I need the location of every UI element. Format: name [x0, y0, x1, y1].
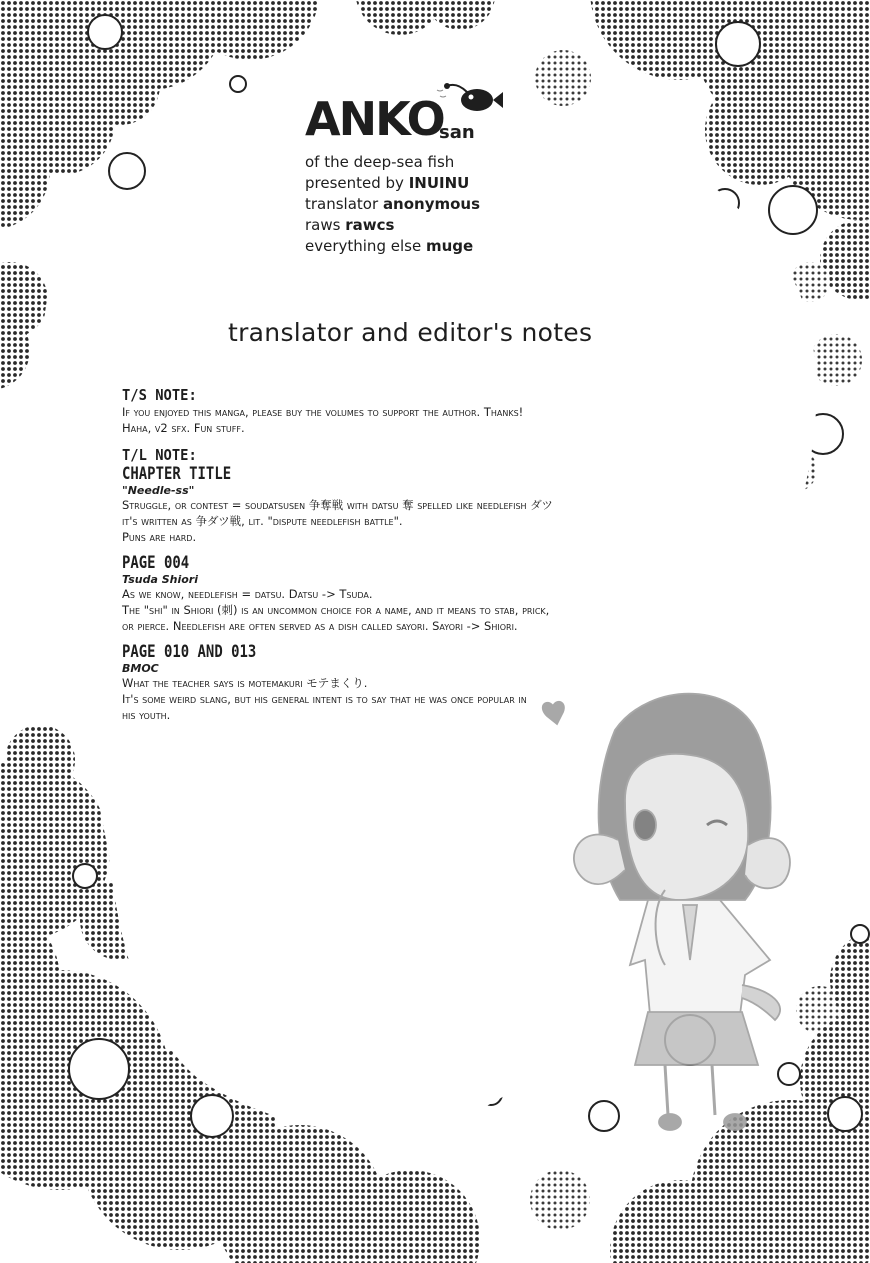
note-line: What the teacher says is motemakuri モテまくり.: [122, 676, 368, 690]
credit-value: muge: [425, 237, 474, 255]
notes-body: [122, 386, 722, 723]
credit-line: [305, 215, 480, 236]
section-heading: T/S NOTE:: [122, 386, 197, 404]
credit-line: [305, 236, 480, 257]
note-line: Puns are hard.: [122, 530, 197, 544]
entry-subtitle: "Needle-ss": [122, 484, 195, 497]
credit-line: [305, 194, 480, 215]
credit-label: of the deep-sea fish: [305, 153, 455, 171]
entry-title: PAGE 010 AND 013: [122, 642, 257, 662]
page-title: translator and editor's notes: [228, 318, 593, 347]
entry-title: PAGE 004: [122, 553, 190, 573]
credits-block: [305, 152, 480, 257]
credit-label: translator: [305, 195, 379, 213]
anko-san-logo: [305, 92, 475, 146]
section-heading: T/L NOTE:: [122, 446, 197, 464]
entry-subtitle: BMOC: [122, 662, 159, 675]
credit-label: presented by: [305, 174, 404, 192]
logo-title: ANKO: [305, 92, 444, 146]
note-line: It's some weird slang, but his general intent is to say that he was once popular in: [122, 692, 527, 706]
note-line: it's written as 争ダツ戦, lit. "dispute needlefish battle".: [122, 514, 403, 528]
note-line: If you enjoyed this manga, please buy the volumes to support the author. Thanks!: [122, 405, 524, 419]
anglerfish-icon: [435, 80, 505, 116]
logo-suffix: san: [439, 122, 475, 143]
credit-value: anonymous: [382, 195, 481, 213]
note-line: The "shi" in Shiori (刺) is an uncommon choice for a name, and it means to stab, prick,: [122, 603, 550, 617]
credit-line: [305, 152, 480, 173]
credit-label: everything else: [305, 237, 422, 255]
note-line: As we know, needlefish = datsu. Datsu -> Tsuda.: [122, 587, 373, 601]
entry-subtitle: Tsuda Shiori: [122, 573, 198, 586]
credit-value: INUINU: [408, 174, 470, 192]
note-line: his youth.: [122, 708, 171, 722]
credit-line: [305, 173, 480, 194]
entry-title: CHAPTER TITLE: [122, 464, 232, 484]
credit-value: rawcs: [345, 216, 395, 234]
credit-label: raws: [305, 216, 341, 234]
note-line: or pierce. Needlefish are often served as a dish called sayori. Sayori -> Shiori.: [122, 619, 518, 633]
note-line: Haha, v2 sfx. Fun stuff.: [122, 421, 245, 435]
note-line: Struggle, or contest = soudatsusen 争奪戦 with datsu 奪 spelled like needlefish ダツ: [122, 498, 553, 512]
